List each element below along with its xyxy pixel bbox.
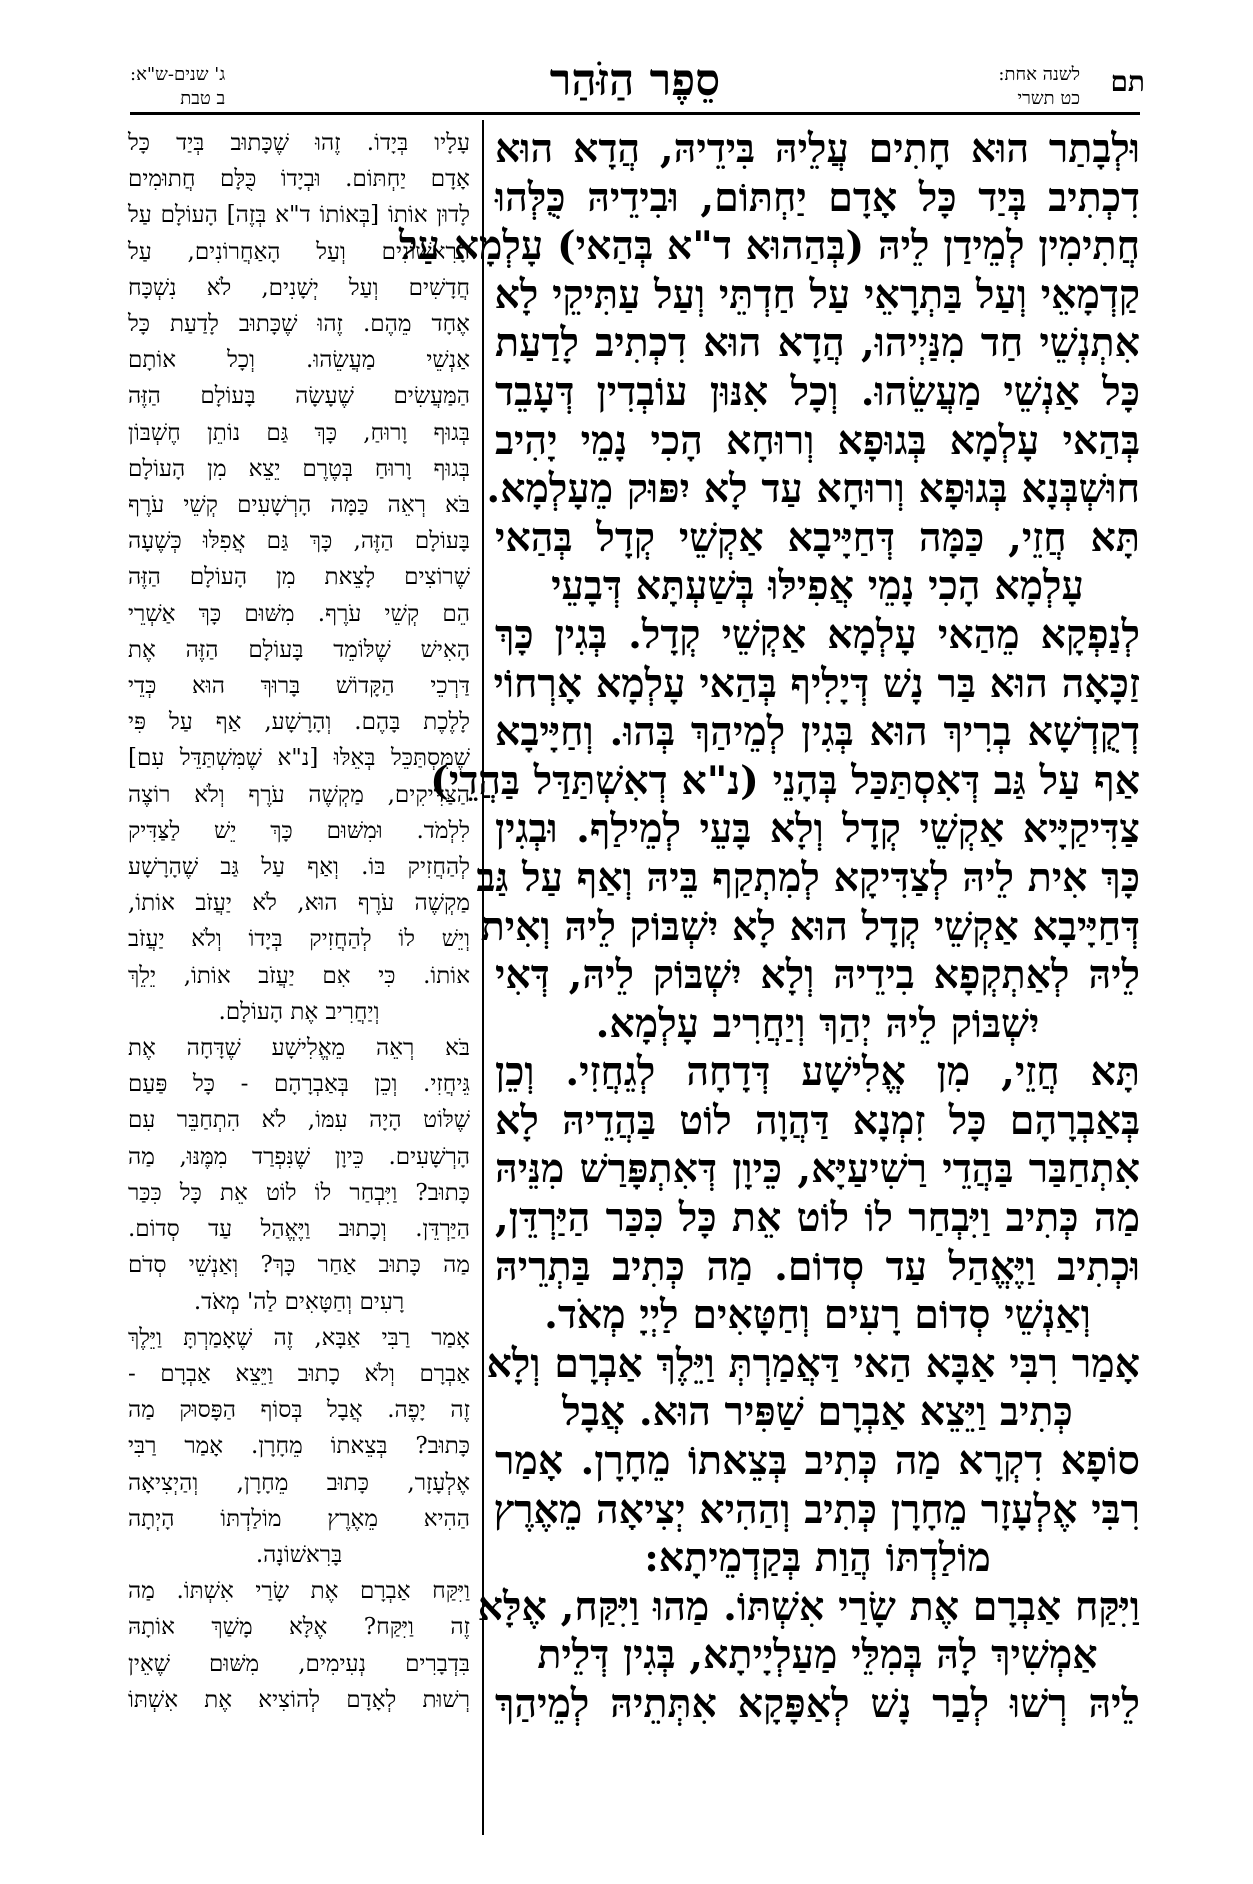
main-text-line: תָּא חֲזֵי, כַּמָּה דְּחַיָּיבָא אַקְשֵׁי קְדָל בְּהַאי — [495, 514, 1140, 561]
main-text-line: חוּשְׁבְּנָא בְּגוּפָא וְרוּחָא עַד לָא יִפּוּק מֵעָלְמָא. — [486, 466, 1140, 513]
commentary-line: בִּדְבָרִים נְעִימִים, מִשּׁוּם שֶׁאֵין — [128, 1650, 470, 1677]
main-text-line: לֵיהּ לְאַתְקְפָא בִידֵיהּ וְלָא יִשְׁבּוֹק לֵיהּ, דְּאִי — [495, 952, 1140, 999]
main-text-line: כְּתִיב וַיֵּצֵא אַבְרָם שַׁפִּיר הוּא. אֲבָל — [562, 1389, 1073, 1436]
main-text-line: מוֹלַדְתּוֹ הֲוַת בְּקַדְמֵיתָא: — [644, 1535, 991, 1582]
commentary-line: שֶׁמִּסְתַּכֵּל בְּאֵלּוּ [נ"א שֶׁמִּשְׁתַּדֵּל עִם] — [128, 745, 470, 772]
header-rule — [130, 112, 1140, 115]
main-text-line: אָמַר רִבִּי אַבָּא הַאי דַּאֲמַרְתְּ וַיֵּלֶךְ אַבְרָם וְלָא — [486, 1340, 1140, 1387]
commentary-line: בֹּא רְאֵה כַּמָּה הָרְשָׁעִים קְשֵׁי עֹרֶף — [128, 492, 470, 519]
commentary-line: רָעִים וְחַטָּאִים לַה' מְאֹד. — [193, 1288, 405, 1315]
commentary-line: כָּתוּב? וַיִּבְחַר לוֹ לוֹט אֵת כָּל כִּכַּר — [128, 1179, 470, 1206]
commentary-line: שֶׁלּוֹט הָיָה עִמּוֹ, לֹא הִתְחַבֵּר עִם — [128, 1107, 470, 1134]
main-text-line: לֵיהּ רְשׁוּ לְבַר נָשׁ לְאַפָּקָא אִתְּתֵיהּ לְמֵיהַךְ — [495, 1681, 1140, 1727]
commentary-line: כָּתוּב? בְּצֵאתוֹ מֵחָרָן. אָמַר רַבִּי — [128, 1433, 470, 1460]
commentary-line: וַיִּקַּח אַבְרָם אֶת שָׂרַי אִשְׁתּוֹ. מַה — [128, 1578, 470, 1605]
commentary-line: מַה כָּתוּב אַחַר כָּךְ? וְאַנְשֵׁי סְדֹם — [128, 1252, 470, 1279]
main-text-line: יִשְׁבּוֹק לֵיהּ יְהַךְ וְיַחֲרִיב עָלְמָא. — [595, 1000, 1040, 1047]
commentary-line: הָרִאשׁוֹנִים וְעַל הָאַחֲרוֹנִים, עַל — [128, 238, 470, 265]
main-text-line: דְקֻדְשָׁא בְרִיךְ הוּא בְּגִין לְמֵיהַךְ בְּהוּ. וְחַיָּיבָא — [495, 709, 1140, 756]
commentary-line: אַנְשֵׁי מַעֲשֵׂהוּ. וְכָל אוֹתָם — [128, 347, 470, 374]
commentary-line: לִלְמֹד. וּמִשּׁוּם כָּךְ יֵשׁ לַצַּדִּיק — [128, 817, 470, 844]
commentary-line: זֶה יָפֶה. אֲבָל בְּסוֹף הַפָּסוּק מַה — [128, 1397, 470, 1424]
commentary-line: דַּרְכֵי הַקָּדוֹשׁ בָּרוּךְ הוּא כְּדֵי — [128, 673, 470, 700]
commentary-line: אוֹתוֹ. כִּי אִם יַעֲזֹב אוֹתוֹ, יֵלֵךְ — [128, 962, 470, 989]
main-text-line: כָּךְ אִית לֵיהּ לְצַדִּיקָא לְמִתְקַף בֵּיהּ וְאַף עַל גַּב — [476, 854, 1140, 901]
main-text-line: וְאַנְשֵׁי סְדוֹם רָעִים וְחַטָּאִים לַיְיָ מְאֹד. — [544, 1292, 1091, 1339]
commentary-line: אֶלְעָזָר, כָּתוּב מֵחָרָן, וְהַיְצִיאָה — [128, 1469, 470, 1496]
main-text-line: אַף עַל גַּב דְּאִסְתַּכַּל בְּהָנֵי (נ"א דְאִשְׁתַּדַּל בַּהֲדֵי) — [430, 757, 1140, 804]
schedule-label: לשנה אחת: — [998, 64, 1080, 85]
commentary-line: אֶחָד מֵהֶם. זֶהוּ שֶׁכָּתוּב לָדַעַת כָּל — [128, 311, 470, 338]
main-text-line: דִכְתִיב בְּיַד כָּל אָדָם יַחְתּוֹם, וּבִידֵיהּ כֻּלְּהוּ — [495, 174, 1140, 221]
commentary-line: בֹּא רְאֵה מֵאֱלִישָׁע שֶׁדָּחָה אֶת — [128, 1035, 470, 1062]
main-text-line: וּכְתִיב וַיֶּאֱהַל עַד סְדוֹם. מַה כְּתִיב בַּתְרֵיהּ — [495, 1243, 1140, 1290]
commentary-line: הָרְשָׁעִים. כֵּיוָן שֶׁנִּפְרַד מִמֶּנּוּ, מַה — [128, 1143, 470, 1170]
main-text-line: זַכָּאָה הוּא בַּר נָשׁ דְּיָלִיף בְּהַאי עָלְמָא אָרְחוֹי — [493, 660, 1140, 707]
main-text-line: דְּחַיָּיבָא אַקְשֵׁי קְדָל הוּא לָא יִשְׁבּוֹק לֵיהּ וְאִית — [480, 903, 1140, 950]
commentary-line: לָדוּן אוֹתוֹ [בְּאוֹתוֹ ד"א בְּזֶה] הָעוֹלָם עַל — [128, 202, 470, 229]
commentary-line: זֶה וַיִּקַּח? אֶלָּא מָשַׁךְ אוֹתָהּ — [128, 1614, 470, 1641]
commentary-line: בְּגוּף וָרוּחַ בְּטֶרֶם יֵצֵא מִן הָעוֹלָם — [128, 455, 470, 482]
main-text-line: חֲתִימִין לְמֵידַן לֵיהּ (בְּהַהוּא ד"א בְּהַאי) עָלְמָא עַל — [399, 223, 1140, 270]
commentary-line: הַיַּרְדֵּן. וְכָתוּב וַיֶּאֱהַל עַד סְדוֹם. — [128, 1216, 470, 1243]
schedule-date-three-years: ב טבת — [180, 88, 226, 109]
main-text-line: כָּל אַנְשֵׁי מַעֲשֵׂהוּ. וְכָל אִנּוּן עוֹבְדִין דְּעָבֵד — [495, 368, 1140, 415]
main-text-line: מַה כְּתִיב וַיִּבְחַר לוֹ לוֹט אֵת כָּל כִּכַּר הַיַּרְדֵּן, — [495, 1195, 1140, 1242]
main-text-line: רִבִּי אֶלְעָזָר מֵחָרָן כְּתִיב וְהַהִיא יְצִיאָה מֵאֶרֶץ — [493, 1486, 1140, 1533]
schedule-date: כט תשרי — [1017, 88, 1080, 109]
study-schedule-three-years — [130, 63, 225, 111]
commentary-line: עָלָיו בְּיָדוֹ. זֶהוּ שֶׁכָּתוּב בְּיַד כָּל — [128, 130, 470, 156]
commentary-line: וְיֵשׁ לוֹ לְהַחֲזִיק בְּיָדוֹ וְלֹא יַעֲזֹב — [128, 926, 470, 953]
main-text-line: בְּאַבְרָהָם כָּל זִמְנָא דַּהֲוָה לוֹט בַּהֲדֵיהּ לָא — [495, 1097, 1140, 1144]
commentary-line: וְיַחֲרִיב אֶת הָעוֹלָם. — [218, 998, 380, 1025]
main-text-line: קַדְמָאֵי וְעַל בַּתְרָאֵי עַל חַדְתֵּי וְעַל עַתִּיקֵי לָא — [494, 271, 1140, 318]
commentary-line: בָּרִאשׁוֹנָה. — [255, 1541, 343, 1568]
page-header — [130, 55, 1145, 115]
commentary-line: שֶׁרוֹצִים לָצֵאת מִן הָעוֹלָם הַזֶּה — [128, 564, 470, 591]
commentary-line: בָּעוֹלָם הַזֶּה, כָּךְ גַּם אֲפִלּוּ כְּשֶׁעָה — [128, 528, 470, 555]
main-text-line: וּלְבָתַר הוּא חָתִים עֲלֵיהּ בִּידֵיהּ, הֲדָא הוּא — [495, 126, 1140, 172]
commentary-line: לָלֶכֶת בָּהֶם. וְהָרָשָׁע, אַף עַל פִּי — [128, 709, 470, 736]
commentary-line: רְשׁוּת לְאָדָם לְהוֹצִיא אֶת אִשְׁתּוֹ — [128, 1686, 470, 1713]
commentary-line: אָמַר רַבִּי אַבָּא, זֶה שֶׁאָמַרְתָּ וַיֵּלֶךְ — [128, 1324, 470, 1351]
commentary-line: מַקְשֶׁה עֹרֶף הוּא, לֹא יַעֲזֹב אוֹתוֹ, — [128, 890, 470, 917]
commentary-line: הָאִישׁ שֶׁלּוֹמֵד בָּעוֹלָם הַזֶּה אֶת — [128, 636, 470, 663]
main-text-line: לְנַפְקָא מֵהַאי עָלְמָא אַקְשֵׁי קְדָל. בְּגִין כָּךְ — [495, 611, 1140, 658]
schedule-label-three-years: ג' שנים-ש"א: — [130, 64, 226, 85]
main-text-line: תָּא חֲזֵי, מִן אֱלִישָׁע דְּדָחָה לְגֵחֲזִי. וְכֵן — [495, 1049, 1140, 1096]
main-text-line: צַדִּיקַיָּיא אַקְשֵׁי קְדָל וְלָא בָּעֵי לְמֵילַף. וּבְגִין — [495, 806, 1140, 853]
main-text-line: וַיִּקַּח אַבְרָם אֶת שָׂרַי אִשְׁתּוֹ. מַהוּ וַיִּקַּח, אֶלָּא — [477, 1583, 1140, 1630]
commentary-line: הַמַּעֲשִׂים שֶׁעָשָׂה בָּעוֹלָם הַזֶּה — [128, 383, 470, 410]
commentary-line: אַבְרָם וְלֹא כָתוּב וַיֵּצֵא אַבְרָם - — [128, 1360, 470, 1387]
main-text-line: אַמְשִׁיךְ לָהּ בְּמִלֵּי מַעַלְיָיתָא, בְּגִין דְּלֵית — [537, 1632, 1098, 1679]
commentary-line: הַהִיא מֵאֶרֶץ מוֹלַדְתּוֹ הָיְתָה — [128, 1505, 470, 1532]
commentary-line: גֵּיחֲזִי. וְכֵן בְּאַבְרָהָם - כָּל פַּעַם — [128, 1071, 470, 1098]
main-text-line: אִתְנְשֵׁי חַד מִנַּיְיהוּ, הֲדָא הוּא דִכְתִיב לָדַעַת — [495, 320, 1140, 367]
column-divider — [482, 120, 484, 1835]
commentary-line: הַצַּדִּיקִים, מַקְשֶׁה עֹרֶף וְלֹא רוֹצֶה — [128, 781, 470, 808]
main-text-line: סוֹפָא דִקְרָא מַה כְּתִיב בְּצֵאתוֹ מֵחָרָן. אָמַר — [495, 1438, 1140, 1485]
main-text-line: אִתְחַבַּר בַּהֲדֵי רַשִׁיעַיָּא, כֵּיוָן דְּאִתְפָּרַשׁ מִנֵּיהּ — [495, 1146, 1140, 1193]
commentary-line: הֵם קְשֵׁי עֹרֶף. מִשּׁוּם כָּךְ אַשְׁרֵי — [128, 600, 470, 627]
main-text-line: בְּהַאי עָלְמָא בְּגוּפָא וְרוּחָא הָכִי נָמֵי יָהִיב — [495, 417, 1140, 464]
main-text-line: עָלְמָא הָכִי נָמֵי אֲפִילּוּ בְּשַׁעְתָּא דְּבָעֵי — [551, 563, 1084, 610]
page-number: תם — [1110, 65, 1145, 98]
book-title: סֵפֶר הַזֹּהַר — [549, 55, 721, 106]
commentary-line: לְהַחֲזִיק בּוֹ. וְאַף עַל גַּב שֶׁהָרָשָׁע — [128, 854, 470, 881]
commentary-column — [128, 125, 470, 1845]
main-text-column — [399, 125, 1140, 1845]
commentary-line: בְּגוּף וָרוּחַ, כָּךְ גַּם נוֹתֵן חֶשְׁבּוֹן — [128, 419, 470, 446]
commentary-line: חֲדָשִׁים וְעַל יְשָׁנִים, לֹא נִשְׁכָּח — [128, 274, 470, 301]
commentary-line: אָדָם יַחְתּוֹם. וּבְיָדוֹ כֻּלָּם חֲתוּמִים — [128, 166, 470, 193]
